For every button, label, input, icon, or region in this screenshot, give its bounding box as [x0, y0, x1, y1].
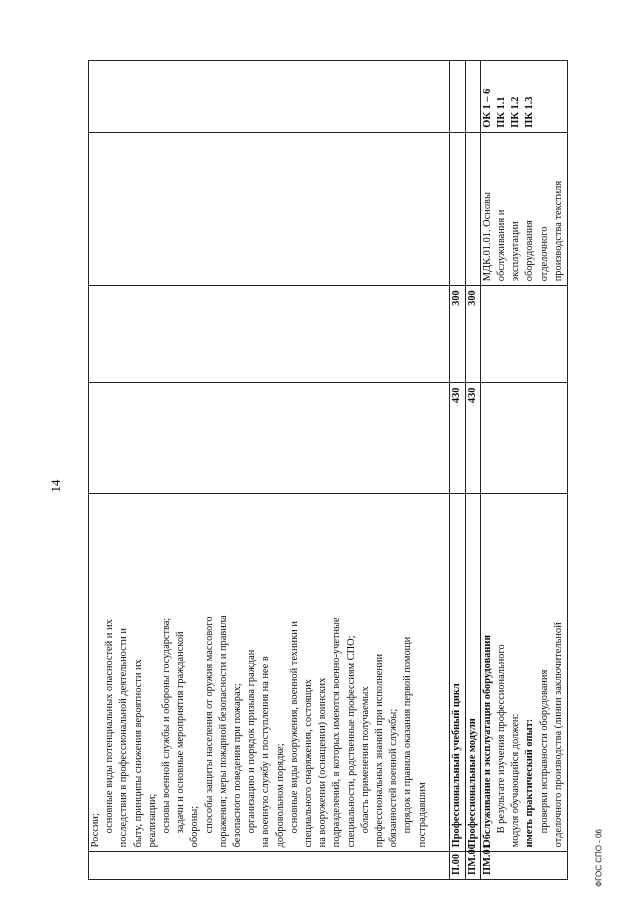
text-line: профессиональных знаний при исполнении [374, 654, 386, 848]
text-line: поражения; меры пожарной безопасности и правила [217, 615, 229, 848]
text-line: основные виды вооружения, военной техники и [288, 621, 300, 834]
text-line: подразделений, в которых имеются военно-учетные [331, 617, 343, 848]
mdk-line: отделочного [538, 226, 550, 282]
text-line: специального снаряжения, состоящих [303, 679, 315, 848]
competence-code: ОК 1 – 6 [481, 88, 493, 128]
table-row [480, 61, 567, 880]
page-number: 14 [48, 479, 63, 493]
discipline-cell [465, 132, 480, 286]
mdk-line: эксплуатации [510, 221, 522, 282]
competence-cell [480, 61, 567, 133]
index-cell [89, 852, 450, 880]
table-row [450, 61, 465, 880]
text-line: способы защиты населения от оружия массового [203, 616, 215, 834]
text-line: России; [90, 813, 101, 848]
text-line: отделочного производства (линии заключительной [552, 622, 564, 848]
text-line: порядок и правила оказания первой помощи [402, 636, 414, 834]
discipline-cell [450, 132, 465, 286]
text-line: добровольном порядке; [274, 743, 286, 848]
text-line: на вооружении (оснащении) воинских [317, 677, 329, 848]
curriculum-table [88, 60, 568, 880]
competence-cell [465, 61, 480, 133]
class-hours-cell [480, 286, 567, 383]
text-line: основные виды потенциальных опасностей и их [104, 619, 116, 834]
total-hours-cell [480, 383, 567, 494]
text-line: обороны; [189, 805, 201, 848]
index-cell: ПМ.01 [480, 852, 567, 880]
table-row [89, 61, 450, 880]
text-line: последствия в профессиональной деятельности и [118, 628, 130, 848]
total-hours-cell: 430 [450, 383, 465, 494]
document-footer: ФГОС СПО - 06 [594, 829, 604, 887]
index-cell: ПМ.00 [465, 852, 480, 880]
total-hours-cell: 430 [465, 383, 480, 494]
discipline-cell [480, 132, 567, 286]
module-title: Обслуживание и эксплуатация оборудования [481, 635, 493, 848]
curriculum-table-wrapper [88, 60, 568, 880]
mdk-line: производства текстиля [552, 180, 564, 282]
text-line: В результате изучения профессионального [495, 644, 507, 834]
requirements-cell [89, 494, 450, 852]
text-line: область применения получаемых [359, 686, 371, 834]
text-line: на военную службу и поступления на нее в [260, 656, 272, 848]
table-row [465, 61, 480, 880]
mdk-line: оборудования [524, 220, 536, 282]
mdk-line: МДК.01.01. Основы [481, 192, 493, 282]
text-line: реализации; [146, 793, 158, 848]
competence-cell [89, 61, 450, 133]
class-hours-cell [89, 286, 450, 383]
text-line: быту, принципы снижения вероятности их [132, 659, 144, 848]
text-line: организацию и порядок призыва граждан [246, 649, 258, 834]
cycle-name-cell: Профессиональные модули [465, 494, 480, 852]
discipline-cell [89, 132, 450, 286]
competence-code: ПК 1.1 [495, 96, 507, 128]
text-line: модуля обучающийся должен: [510, 713, 522, 848]
total-hours-cell [89, 383, 450, 494]
mdk-line: обслуживания и [495, 209, 507, 282]
class-hours-cell: 300 [465, 286, 480, 383]
text-line: иметь практический опыт: [524, 718, 536, 848]
class-hours-cell: 300 [450, 286, 465, 383]
text-line: обязанностей военной службы; [388, 708, 400, 848]
text-line: безопасного поведения при пожарах; [232, 683, 244, 848]
competence-code: ПК 1.2 [510, 96, 522, 128]
text-line: проверки исправности оборудования [538, 669, 550, 834]
text-line: пострадавшим [416, 782, 428, 848]
index-cell: П.00 [450, 852, 465, 880]
competence-code: ПК 1.3 [524, 96, 536, 128]
cycle-name-cell: Профессиональный учебный цикл [450, 494, 465, 852]
text-line: специальности, родственные профессиям СПО; [345, 635, 357, 848]
text-line: задачи и основные мероприятия гражданской [175, 631, 187, 834]
requirements-cell [480, 494, 567, 852]
competence-cell [450, 61, 465, 133]
text-line: основы военной службы и обороны государства; [161, 617, 173, 834]
